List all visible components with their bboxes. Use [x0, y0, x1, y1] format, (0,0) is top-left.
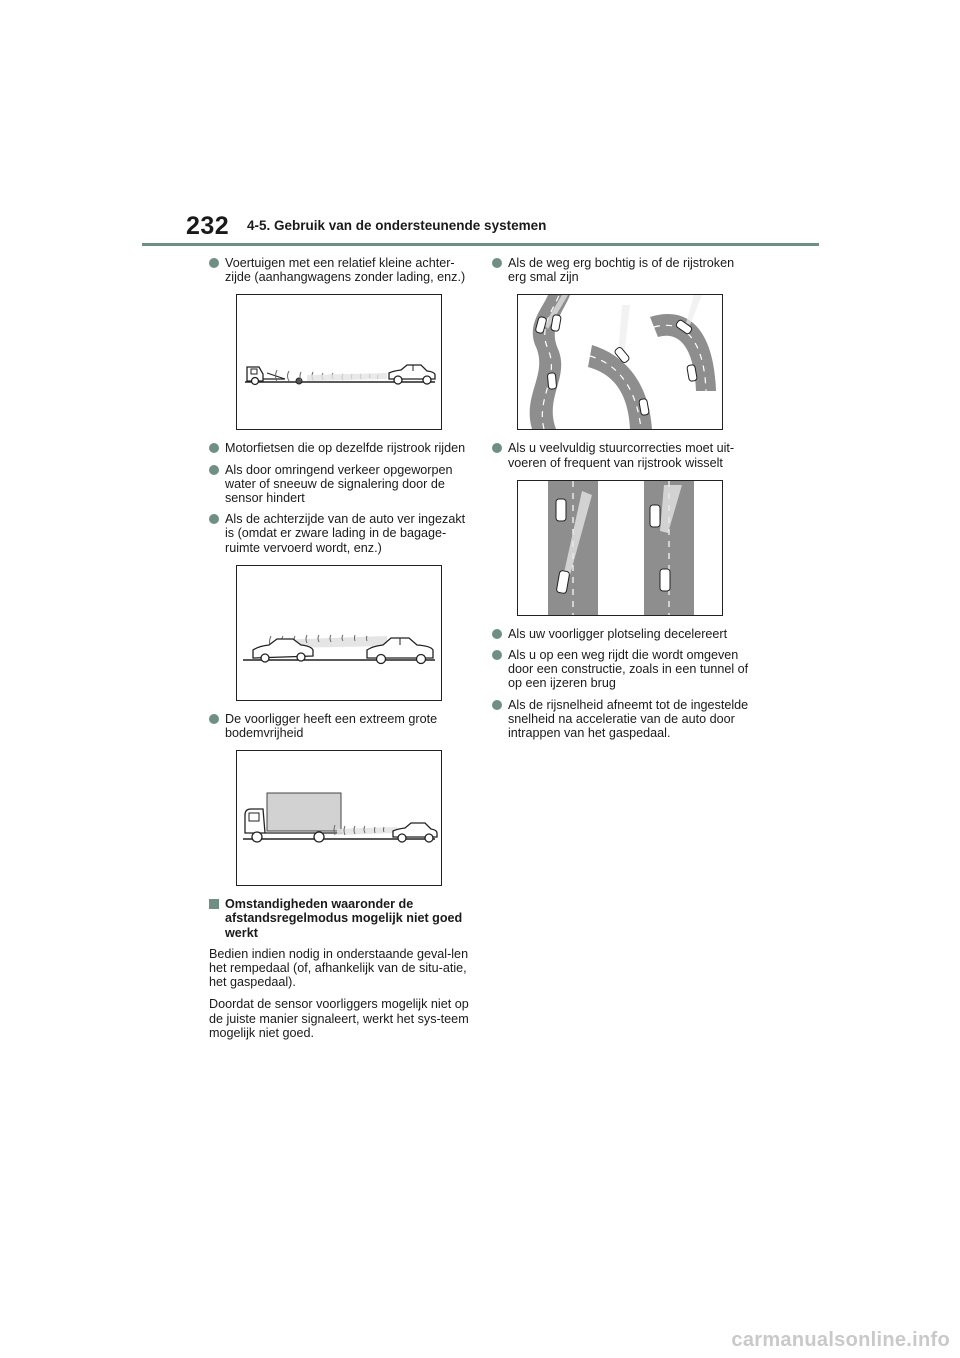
bullet-text: Als de rijsnelheid afneemt tot de ingestelde snelheid na acceleratie van de auto door intrappen van het gaspedaal.: [508, 697, 749, 741]
bullet-text: Voertuigen met een relatief kleine achter-zijde (aanhangwagens zonder lading, enz.): [225, 256, 466, 285]
bullet-item: [209, 463, 471, 506]
illustration-trailer: [236, 294, 442, 430]
bullet-text: De voorligger heeft een extreem grote bodemvrijheid: [225, 711, 438, 741]
header-rule: [142, 243, 819, 246]
bullet-dot-icon: [492, 443, 502, 453]
bullet-dot-icon: [492, 629, 502, 639]
bullet-item: [492, 648, 754, 691]
bullet-text: Als uw voorligger plotseling decelereert: [508, 626, 728, 641]
paragraph: Bedien indien nodig in onderstaande geval-len het rempedaal (of, afhankelijk van de situ-atie, het gaspedaal).: [209, 946, 469, 990]
bullet-item: [209, 712, 471, 740]
bullet-dot-icon: [209, 714, 219, 724]
watermark: carmanualsonline.info: [731, 1329, 950, 1351]
left-column: [209, 256, 471, 1048]
bullet-dot-icon: [492, 650, 502, 660]
bullet-text: Als u op een weg rijdt die wordt omgeven door een constructie, zoals in een tunnel of op een ijzeren brug: [508, 648, 749, 691]
right-column: [492, 256, 754, 747]
bullet-dot-icon: [209, 465, 219, 475]
bullet-dot-icon: [209, 514, 219, 524]
illustration-lane-changes: [517, 480, 723, 616]
page-header: [0, 0, 960, 250]
square-bullet-icon: [209, 899, 219, 909]
bullet-item: [209, 441, 471, 455]
bullet-text: Als de achterzijde van de auto ver ingezakt is (omdat er zware lading in de bagage-ruimte vervoerd wordt, enz.): [225, 512, 466, 555]
section-subheading: [209, 897, 471, 940]
illustration-truck: [236, 750, 442, 886]
bullet-dot-icon: [209, 258, 219, 268]
bullet-text: Als door omringend verkeer opgeworpen water of sneeuw de signalering door de sensor hindert: [225, 462, 453, 506]
bullet-item: [492, 698, 754, 741]
bullet-item: [492, 627, 754, 641]
section-title: 4-5. Gebruik van de ondersteunende systemen: [247, 218, 547, 233]
bullet-dot-icon: [209, 443, 219, 453]
bullet-item: [209, 512, 471, 555]
bullet-dot-icon: [492, 258, 502, 268]
page-number: 232: [186, 212, 230, 240]
bullet-item: [492, 441, 754, 469]
illustration-curved-roads: [517, 294, 723, 430]
bullet-item: [209, 256, 471, 284]
bullet-item: [492, 256, 754, 284]
illustration-sagging-car: [236, 565, 442, 701]
subheading-text: Omstandigheden waaronder de afstandsregelmodus mogelijk niet goed werkt: [225, 897, 463, 940]
bullet-text: Als u veelvuldig stuurcorrecties moet uit-voeren of frequent van rijstrook wisselt: [508, 441, 735, 470]
bullet-text: Motorfietsen die op dezelfde rijstrook rijden: [225, 441, 466, 456]
bullet-text: Als de weg erg bochtig is of de rijstroken erg smal zijn: [508, 256, 735, 285]
bullet-dot-icon: [492, 700, 502, 710]
paragraph: Doordat de sensor voorliggers mogelijk niet op de juiste manier signaleert, werkt het sys-teem mogelijk niet goed.: [209, 997, 469, 1040]
